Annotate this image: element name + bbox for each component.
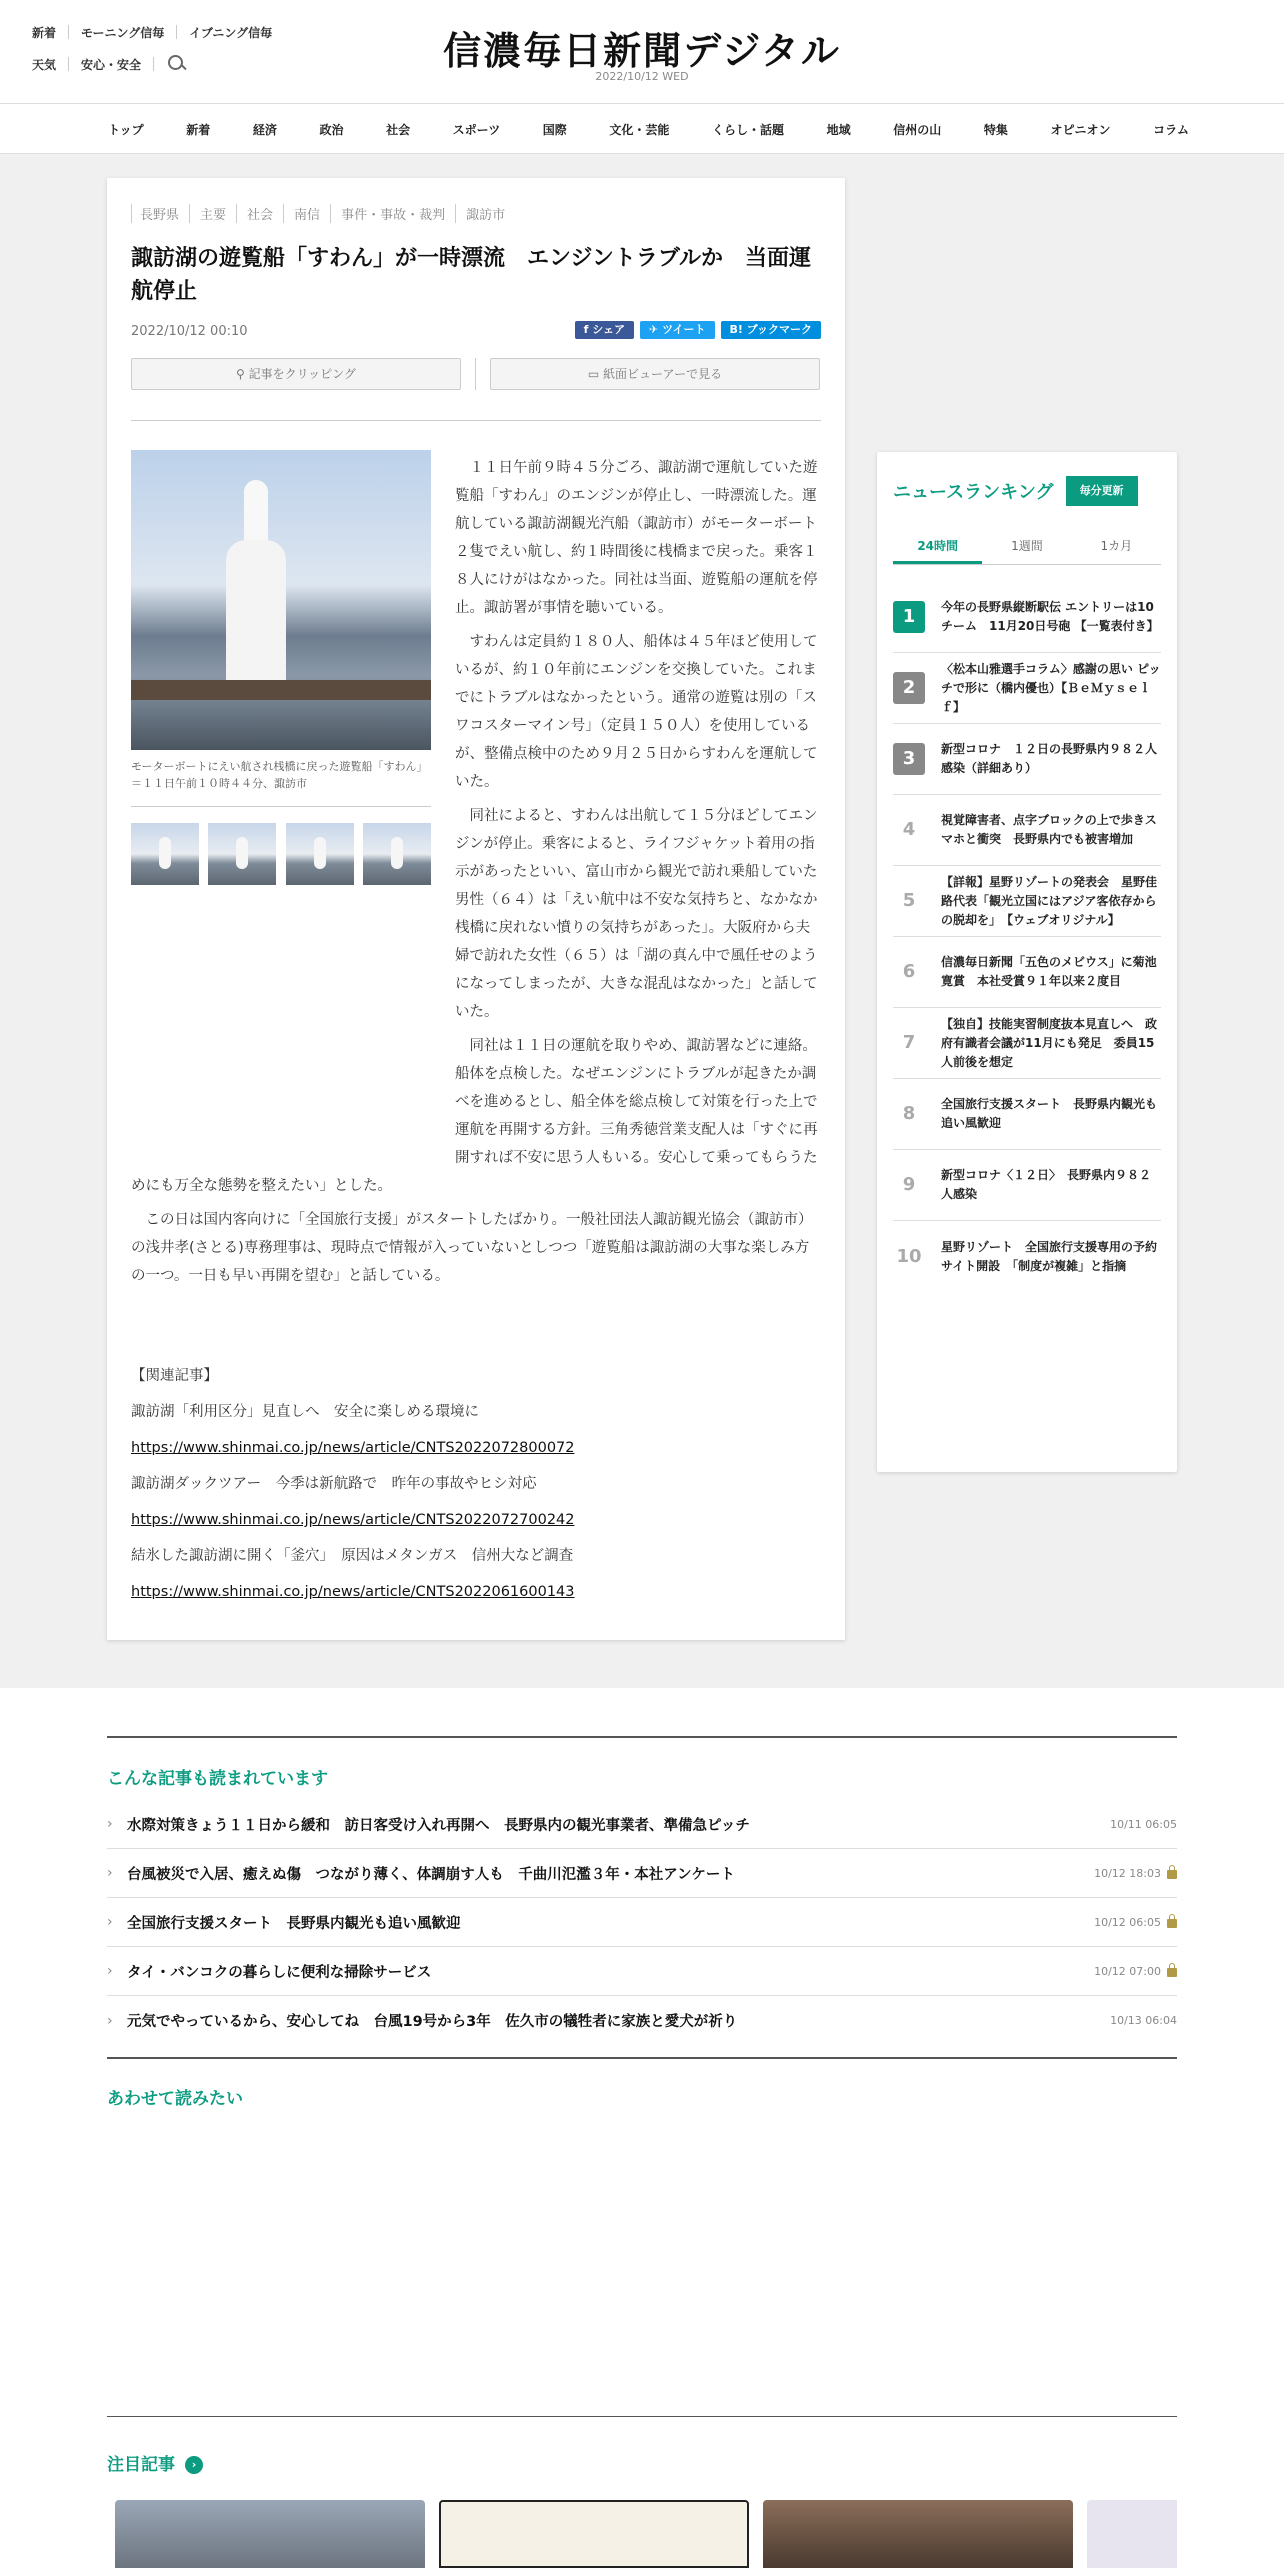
article-action-row	[131, 358, 821, 390]
nav-item-new[interactable]: 新着	[186, 122, 211, 137]
nav-item-sports[interactable]: スポーツ	[452, 122, 501, 137]
header-link-evening[interactable]: イブニング信毎	[189, 25, 273, 40]
chevron-right-icon: ›	[107, 2012, 113, 2029]
also-read-list	[107, 1800, 1177, 2045]
also-read-title: こんな記事も読まれています	[107, 1769, 328, 1789]
featured-cards	[115, 2500, 1177, 2568]
related-heading: 【関連記事】	[131, 1368, 218, 1384]
clip-article-button[interactable]	[131, 358, 461, 390]
tag[interactable]: 社会	[236, 204, 283, 223]
list-item[interactable]	[107, 1996, 1177, 2045]
paragraph: すわんは定員約１８０人、船体は４５年ほど使用しているが、約１０年前にエンジンを交換していた。これまでにトラブルはなかったという。通常の遊覧は別の「スワコスターマイン号」（定員１５０人）を使用しているが、整備点検中のため９月２５日からすわんを運航していた。	[455, 634, 818, 790]
rank-number: 7	[902, 1032, 916, 1053]
rank-number: 8	[902, 1103, 916, 1124]
search-icon[interactable]	[166, 53, 188, 75]
paragraph: １１日午前９時４５分ごろ、諏訪湖で運航していた遊覧船「すわん」のエンジンが停止し、一時漂流した。運航している諏訪湖観光汽船（諏訪市）がモーターボート２隻でえい航し、約１時間後に桟橋まで戻った。乗客１８人にけがはなかった。同社は当面、遊覧船の運航を停止。諏訪署が事情を聴いている。	[455, 460, 818, 616]
header-link-morning[interactable]: モーニング信毎	[81, 25, 165, 40]
list-item[interactable]	[107, 1800, 1177, 1849]
section-divider	[107, 2057, 1177, 2059]
ranking-item-title: 〈松本山雅選手コラム〉感謝の思い ピッチで形に（橋内優也）【ＢｅＭｙｓｅｌｆ】	[941, 661, 1161, 714]
rank-number: 3	[893, 743, 925, 775]
featured-title-label: 注目記事	[107, 2455, 175, 2475]
article-body	[131, 454, 821, 1296]
list-item-title: 元気でやっているから、安心してね 台風19号から3年 佐久市の犠牲者に家族と愛犬が祈り	[127, 2014, 738, 2030]
tag[interactable]: 南信	[283, 204, 330, 223]
ranking-tabs	[893, 534, 1161, 565]
ranking-item-title: 星野リゾート 全国旅行支援専用の予約サイト開設 「制度が複雑」と指摘	[941, 1239, 1158, 1273]
divider	[131, 420, 821, 421]
related-articles	[131, 1358, 821, 1610]
ranking-item[interactable]	[893, 866, 1161, 937]
facebook-share-label: シェア	[592, 323, 626, 336]
ranking-item[interactable]	[893, 1008, 1161, 1079]
ranking-item-title: 【詳報】星野リゾートの発表会 星野佳路代表「観光立国にはアジア客依存からの脱却を」 【ウェブオリジナル】	[941, 874, 1158, 927]
section-divider	[107, 2416, 1177, 2417]
main-nav	[0, 104, 1284, 154]
tag[interactable]: 主要	[189, 204, 236, 223]
facebook-share-button[interactable]: f シェア	[575, 321, 634, 339]
related-title: 諏訪湖「利用区分」見直しへ 安全に楽しめる環境に	[131, 1404, 479, 1420]
ranking-item[interactable]	[893, 582, 1161, 653]
paper-viewer-label: 紙面ビューアーで見る	[603, 367, 723, 381]
chevron-right-icon: ›	[107, 1865, 113, 1881]
site-logo[interactable]: 信濃毎日新聞デジタル	[443, 28, 841, 73]
list-item-title: 水際対策きょう１１日から緩和 訪日客受け入れ再開へ 長野県内の観光事業者、準備急ピッチ	[127, 1817, 750, 1834]
paragraph: 同社は１１日の運航を取りやめ、諏訪署などに連絡。船体を点検した。なぜエンジンにトラブルが起きたか調べを進めるとし、船全体を総点検して対策を行った上で運航を再開する方針。三角秀徳営業支配人は「すぐに再開すれば不安に思う人もいる。安心して乗ってもらうためにも万全な態勢を整えたい」とした。	[131, 1038, 818, 1194]
rank-number: 6	[902, 961, 916, 982]
photo-caption: モーターボートにえい航され桟橋に戻った遊覧船「すわん」＝１１日午前１０時４４分、諏訪市	[131, 760, 428, 790]
ranking-item[interactable]	[893, 1079, 1161, 1150]
rank-number: 5	[902, 890, 916, 911]
ranking-item-title: 今年の長野県縦断駅伝 エントリーは10チーム 11月20日号砲 【一覧表付き】	[941, 600, 1159, 633]
ranking-update-badge: 毎分更新	[1066, 476, 1138, 506]
nav-item-society[interactable]: 社会	[386, 122, 411, 137]
list-item-time: 10/12 18:03	[1094, 1866, 1161, 1880]
ranking-item-title: 新型コロナ〈１２日〉 長野県内９８２人感染	[941, 1168, 1152, 1201]
ranking-title: ニュースランキング	[893, 482, 1054, 503]
list-item[interactable]	[107, 1947, 1177, 1996]
nav-item-international[interactable]: 国際	[542, 122, 567, 137]
featured-card[interactable]	[1087, 2500, 1177, 2568]
ranking-item-title: 全国旅行支援スタート 長野県内観光も追い風歓迎	[941, 1097, 1158, 1130]
list-item-title: 台風被災で入居、癒えぬ傷 つながり薄く、体調崩す人も 千曲川氾濫３年・本社アンケート	[127, 1866, 735, 1883]
recommended-title: あわせて読みたい	[107, 2089, 243, 2109]
ranking-item-title: 信濃毎日新聞「五色のメビウス」に菊池寛賞 本社受賞９１年以来２度目	[941, 955, 1157, 988]
paragraph: 同社によると、すわんは出航して１５分ほどしてエンジンが停止。乗客によると、ライフジャケット着用の指示があったといい、富山市から観光で訪れ乗船していた男性（６４）は「えい航中は不安な気持ちと、なかなか桟橋に戻れない憤りの気持ちがあった」。大阪府から夫婦で訪れた女性（６５）は「湖の真ん中で風任せのようになってしまったが、大きな混乱はなかった」と話していた。	[455, 808, 818, 1020]
header-links	[32, 22, 272, 86]
list-item-title: 全国旅行支援スタート 長野県内観光も追い風歓迎	[127, 1915, 461, 1932]
ranking-item-title: 【独自】技能実習制度抜本見直しへ 政府有識者会議が11月にも発足 委員15人前後を想定	[941, 1016, 1158, 1069]
nav-item-column[interactable]: コラム	[1153, 122, 1189, 137]
nav-item-mountain[interactable]: 信州の山	[893, 122, 942, 137]
header-link-safety[interactable]: 安心・安全	[81, 57, 142, 72]
related-link[interactable]: https://www.shinmai.co.jp/news/article/CNTS2022061600143	[131, 1584, 575, 1600]
news-ranking	[877, 452, 1177, 1472]
article-card	[107, 178, 845, 1640]
chevron-right-icon: ›	[107, 1914, 113, 1930]
list-item[interactable]	[107, 1898, 1177, 1947]
nav-item-culture[interactable]: 文化・芸能	[609, 122, 670, 137]
button-divider	[475, 358, 476, 390]
ranking-item[interactable]	[893, 653, 1161, 724]
chevron-right-icon: ›	[107, 1963, 113, 1979]
rank-number: 10	[896, 1245, 922, 1267]
nav-item-special[interactable]: 特集	[983, 122, 1008, 137]
paperclip-icon: ⚲	[236, 367, 249, 381]
site-header	[0, 0, 1284, 104]
section-divider	[107, 1736, 1177, 1738]
lock-icon	[1167, 1919, 1177, 1928]
lock-icon	[1167, 1968, 1177, 1977]
related-link[interactable]: https://www.shinmai.co.jp/news/article/CNTS2022072700242	[131, 1512, 575, 1528]
hatena-bookmark-button[interactable]: B! ブックマーク	[721, 321, 821, 339]
tag[interactable]: 長野県	[131, 204, 189, 223]
related-link[interactable]: https://www.shinmai.co.jp/news/article/CNTS2022072800072	[131, 1440, 575, 1456]
article-date: 2022/10/12 00:10	[131, 324, 248, 339]
ranking-item[interactable]	[893, 1221, 1161, 1292]
tab-24h[interactable]: 24時間	[893, 534, 982, 564]
list-item-time: 10/12 06:05	[1094, 1915, 1161, 1929]
nav-item-top[interactable]: トップ	[108, 122, 144, 137]
featured-card[interactable]	[439, 2500, 749, 2568]
book-icon: ▭	[587, 367, 604, 381]
share-buttons	[575, 321, 821, 339]
nav-item-economy[interactable]: 経済	[252, 122, 277, 137]
twitter-share-button[interactable]: ✈ ツイート	[640, 321, 715, 339]
nav-item-opinion[interactable]: オピニオン	[1050, 122, 1111, 137]
header-link-weather[interactable]: 天気	[32, 57, 57, 72]
lock-icon	[1167, 1870, 1177, 1879]
ranking-item-title: 新型コロナ １２日の長野県内９８２人感染（詳細あり）	[941, 742, 1158, 775]
hatena-bookmark-label: ブックマーク	[746, 323, 812, 336]
list-item-time: 10/12 07:00	[1094, 1964, 1161, 1978]
related-title: 結氷した諏訪湖に開く「釜穴」 原因はメタンガス 信州大など調査	[131, 1548, 574, 1564]
article-tags	[131, 204, 515, 223]
nav-item-politics[interactable]: 政治	[319, 122, 344, 137]
twitter-share-label: ツイート	[662, 323, 706, 336]
ranking-item[interactable]	[893, 795, 1161, 866]
ranking-item-title: 視覚障害者、点字ブロックの上で歩きスマホと衝突 長野県内でも被害増加	[941, 813, 1157, 846]
nav-item-region[interactable]: 地域	[826, 122, 851, 137]
rank-number: 2	[893, 672, 925, 704]
header-date: 2022/10/12 WED	[595, 70, 689, 83]
tab-1month[interactable]: 1カ月	[1100, 539, 1133, 553]
nav-item-life[interactable]: くらし・話題	[712, 122, 785, 137]
article-title: 諏訪湖の遊覧船「すわん」が一時漂流 エンジントラブルか 当面運航停止	[131, 246, 812, 304]
arrow-right-icon[interactable]: ›	[185, 2456, 203, 2474]
list-item-title: タイ・バンコクの暮らしに便利な掃除サービス	[127, 1964, 432, 1981]
featured-card[interactable]	[115, 2500, 425, 2568]
featured-title	[107, 2450, 203, 2475]
list-item-time: 10/13 06:04	[1110, 2014, 1177, 2027]
ranking-item[interactable]	[893, 937, 1161, 1008]
featured-card[interactable]	[763, 2500, 1073, 2568]
related-title: 諏訪湖ダックツアー 今季は新航路で 昨年の事故やヒシ対応	[131, 1476, 537, 1492]
tag[interactable]: 諏訪市	[455, 204, 515, 223]
paragraph: この日は国内客向けに「全国旅行支援」がスタートしたばかり。一般社団法人諏訪観光協会（諏訪市）の浅井孝(さとる)専務理事は、現時点で情報が入っていないとしつつ「遊覧船は諏訪湖の大事な楽しみ方の一つ。一日も早い再開を望む」と話している。	[131, 1212, 813, 1284]
ranking-list	[893, 582, 1161, 1292]
rank-number: 1	[893, 601, 925, 633]
list-item[interactable]	[107, 1849, 1177, 1898]
list-item-time: 10/11 06:05	[1110, 1817, 1177, 1831]
tab-1week[interactable]: 1週間	[1011, 539, 1043, 553]
ranking-item[interactable]	[893, 1150, 1161, 1221]
ranking-header	[893, 476, 1138, 506]
rank-number: 9	[902, 1174, 916, 1195]
rank-number: 4	[902, 819, 916, 840]
chevron-right-icon: ›	[107, 1816, 113, 1832]
clip-article-label: 記事をクリッピング	[248, 367, 356, 381]
tag[interactable]: 事件・事故・裁判	[330, 204, 455, 223]
paper-viewer-button[interactable]	[490, 358, 820, 390]
header-link-new[interactable]: 新着	[32, 25, 57, 40]
ranking-item[interactable]	[893, 724, 1161, 795]
